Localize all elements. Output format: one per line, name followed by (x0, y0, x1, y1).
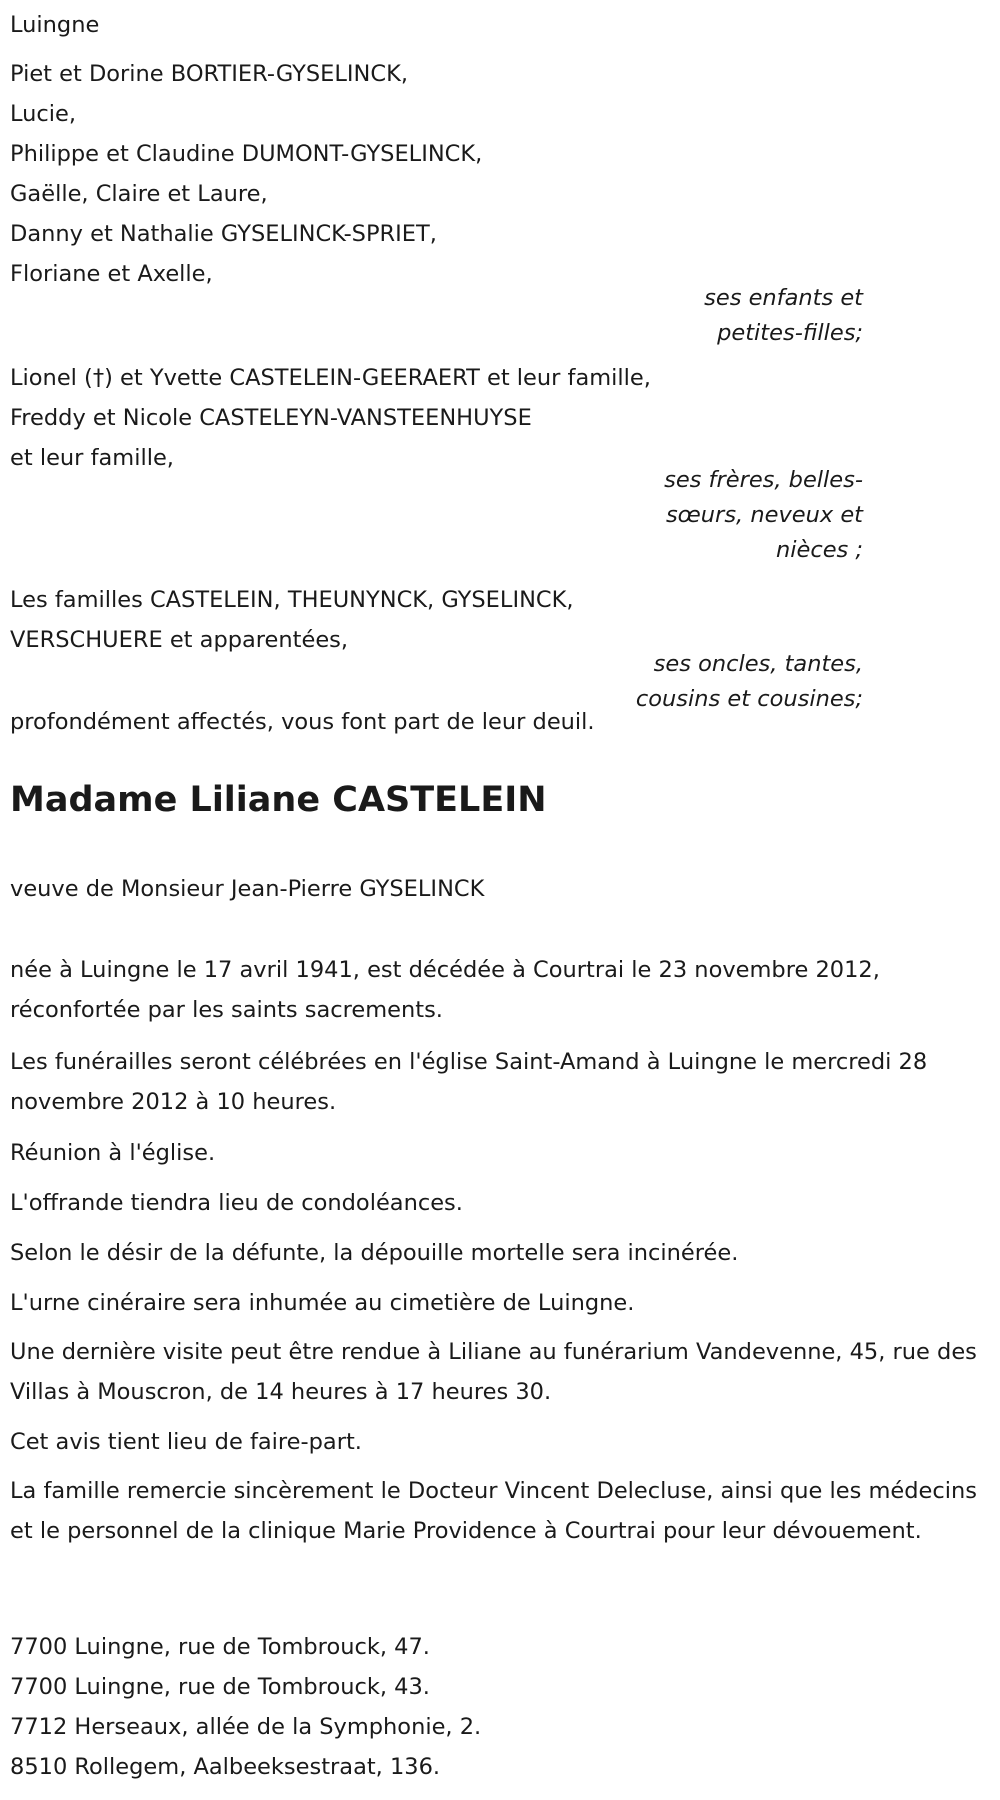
family-line: Lucie, (10, 101, 77, 127)
detail-paragraph: Une dernière visite peut être rendue à Liliane au funérarium Vandevenne, 45, rue des Villas à Mouscron, de 14 heures à 17 heures 30. (10, 1339, 977, 1405)
relation-note: ses frères, belles- sœurs, neveux et nièces ; (664, 467, 863, 563)
place-heading: Luingne (10, 12, 100, 38)
family-line: VERSCHUERE et apparentées, (10, 627, 349, 653)
family-line: Floriane et Axelle, (10, 261, 213, 287)
widow-of-line: veuve de Monsieur Jean-Pierre GYSELINCK (10, 876, 485, 902)
detail-paragraph: Cet avis tient lieu de faire-part. (10, 1429, 362, 1455)
address-line: 7700 Luingne, rue de Tombrouck, 43. (10, 1674, 430, 1700)
family-line: Danny et Nathalie GYSELINCK-SPRIET, (10, 221, 437, 247)
address-line: 8510 Rollegem, Aalbeeksestraat, 136. (10, 1754, 441, 1780)
address-line: 7700 Luingne, rue de Tombrouck, 47. (10, 1634, 430, 1660)
deceased-name: Madame Liliane CASTELEIN (10, 780, 547, 820)
detail-paragraph: née à Luingne le 17 avril 1941, est décédée à Courtrai le 23 novembre 2012, réconfortée par les saints sacrements. (10, 957, 880, 1023)
relation-note: ses enfants et petites-filles; (704, 285, 863, 346)
detail-paragraph: Selon le désir de la défunte, la dépouille mortelle sera incinérée. (10, 1240, 739, 1266)
family-line: Piet et Dorine BORTIER-GYSELINCK, (10, 61, 408, 87)
detail-paragraph: L'urne cinéraire sera inhumée au cimetière de Luingne. (10, 1290, 635, 1316)
family-line: Freddy et Nicole CASTELEYN-VANSTEENHUYSE (10, 405, 532, 431)
detail-paragraph: Les funérailles seront célébrées en l'église Saint-Amand à Luingne le mercredi 28 novembre 2012 à 10 heures. (10, 1049, 928, 1115)
family-line: Gaëlle, Claire et Laure, (10, 181, 268, 207)
relation-note: ses oncles, tantes, cousins et cousines; (635, 651, 863, 712)
closing-line: profondément affectés, vous font part de leur deuil. (10, 709, 595, 735)
family-line: et leur famille, (10, 445, 174, 471)
detail-paragraph: Réunion à l'église. (10, 1140, 216, 1166)
family-line: Lionel (†) et Yvette CASTELEIN-GEERAERT et leur famille, (10, 365, 651, 391)
address-line: 7712 Herseaux, allée de la Symphonie, 2. (10, 1714, 482, 1740)
detail-paragraph: L'offrande tiendra lieu de condoléances. (10, 1190, 463, 1216)
family-line: Les familles CASTELEIN, THEUNYNCK, GYSELINCK, (10, 587, 574, 613)
detail-paragraph: La famille remercie sincèrement le Docteur Vincent Delecluse, ainsi que les médecins et le personnel de la clinique Marie Providence à Courtrai pour leur dévouement. (10, 1478, 977, 1544)
family-line: Philippe et Claudine DUMONT-GYSELINCK, (10, 141, 483, 167)
